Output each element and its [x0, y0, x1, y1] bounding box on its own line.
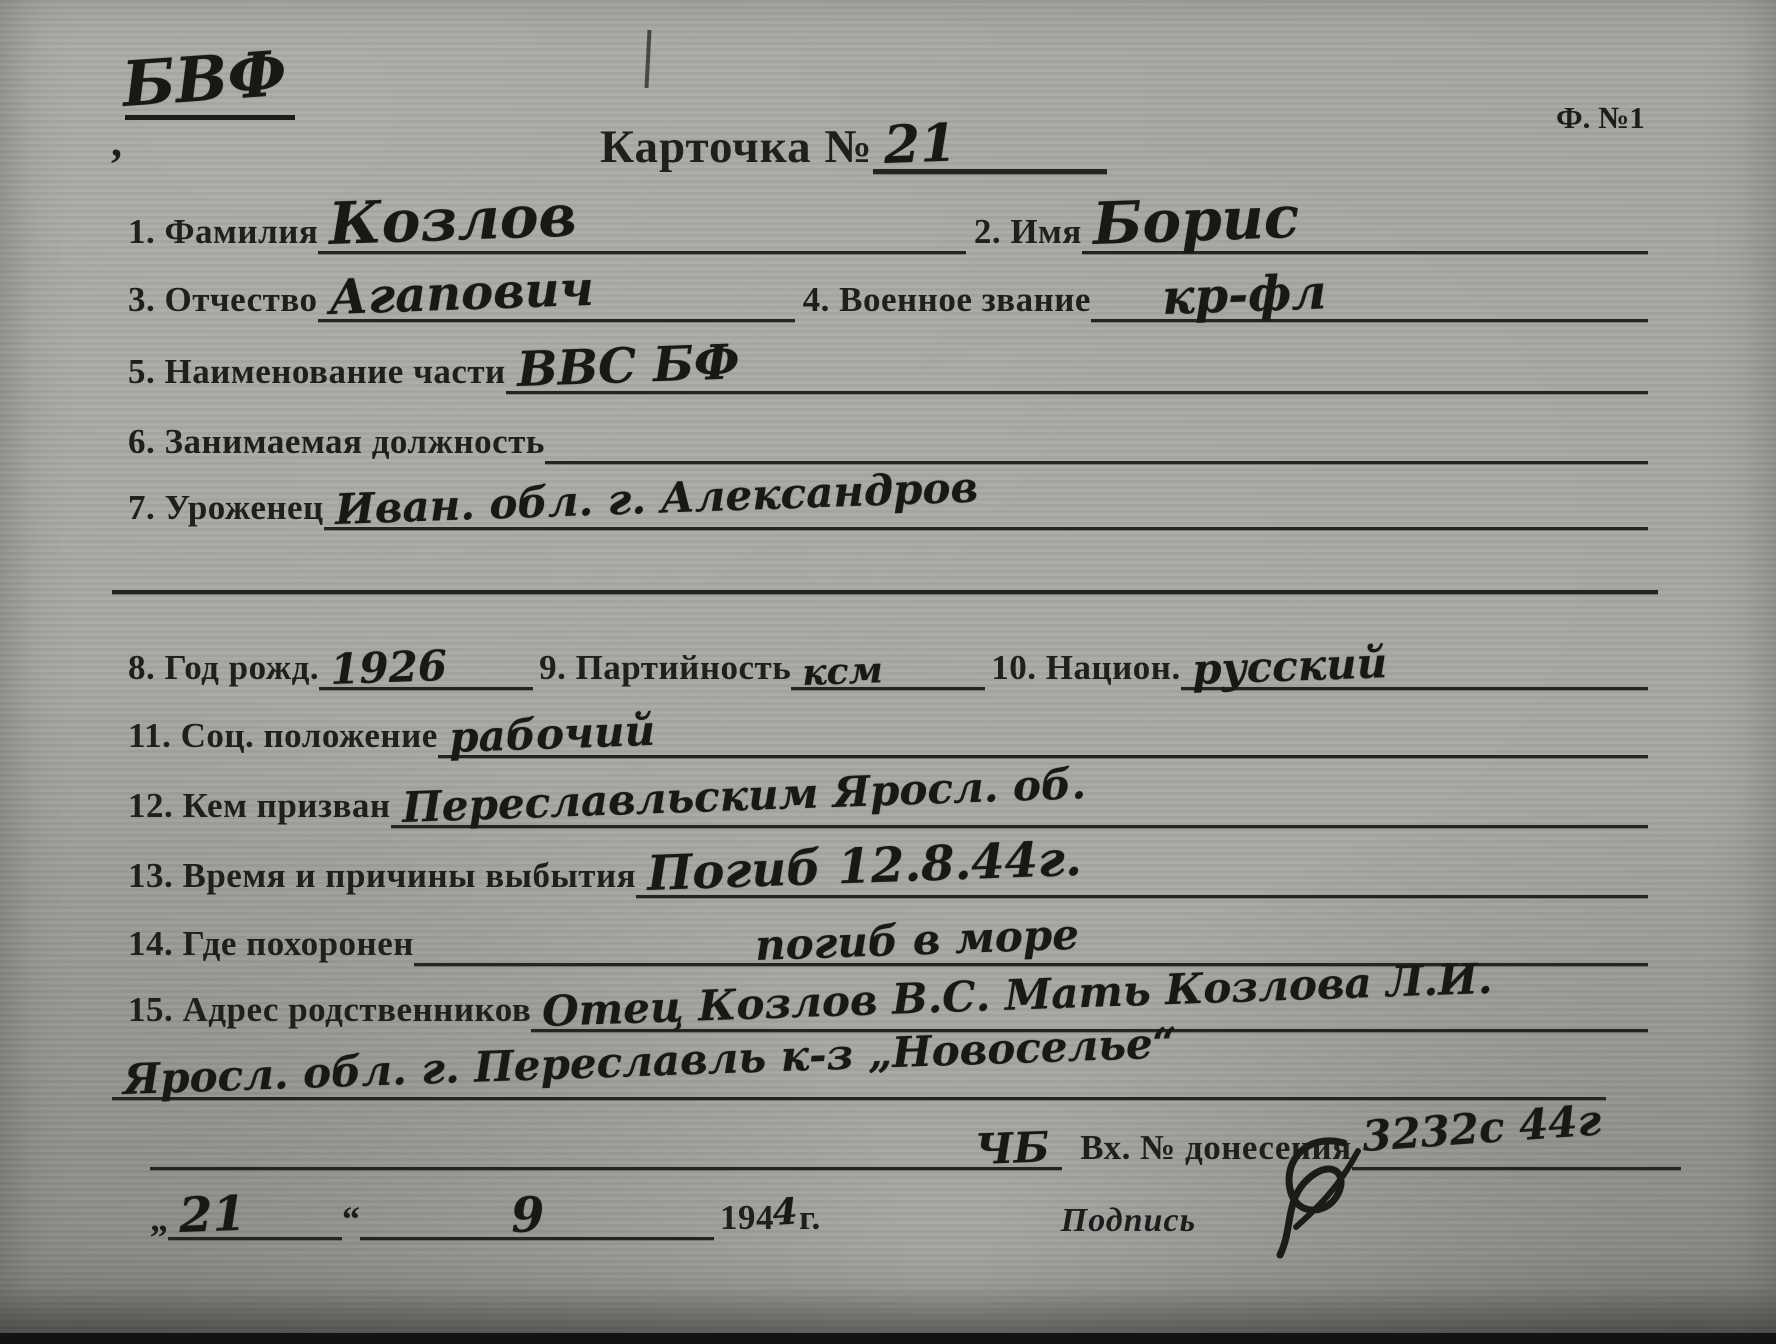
burial-label: 14. Где похоронен — [128, 924, 414, 963]
row-incoming-report — [150, 1095, 1681, 1174]
rank-label: 4. Военное звание — [802, 280, 1091, 319]
row-date-signature — [150, 1178, 1476, 1244]
stamp-comma-mark: , — [111, 117, 122, 166]
drafted-label: 12. Кем призван — [128, 786, 391, 825]
party-label: 9. Партийность — [539, 648, 792, 687]
social-line — [438, 705, 1648, 762]
position-label: 6. Занимаемая должность — [128, 422, 545, 461]
fleet-stamp-text: БВФ — [119, 36, 289, 121]
position-line — [545, 461, 1648, 464]
nationality-label: 10. Национ. — [991, 648, 1181, 687]
row-drafted-by — [128, 759, 1648, 832]
birthplace-value: Иван. обл. г. Александров — [334, 462, 979, 534]
unit-label: 5. Наименование части — [128, 352, 506, 391]
patronymic-value: Агапович — [327, 260, 595, 326]
incoming-label: Вх. № донесения — [1080, 1128, 1352, 1167]
date-month-line — [360, 1181, 714, 1244]
birthyear-line — [319, 638, 533, 694]
incoming-line — [1352, 1095, 1681, 1170]
scan-bottom-shadow — [0, 1287, 1776, 1333]
patronymic-label: 3. Отчество — [128, 280, 318, 319]
rank-value: кр-фл — [1160, 264, 1328, 326]
patronymic-line — [318, 260, 795, 326]
relatives-value: Отец Козлов В.С. Мать Козлова Л.И. — [541, 953, 1494, 1036]
row-unit — [128, 332, 1648, 398]
row-relatives — [128, 953, 1648, 1036]
birthplace-line — [324, 462, 1648, 534]
row-relatives-cont — [112, 1018, 1606, 1104]
relatives-label: 15. Адрес родственников — [128, 990, 532, 1029]
card-number-value: 21 — [882, 112, 957, 176]
drafted-line — [391, 759, 1648, 832]
incoming-value: 3232с 44г — [1360, 1095, 1603, 1161]
firstname-line — [1082, 182, 1648, 258]
loss-value: Погиб 12.8.44г. — [646, 830, 1083, 902]
surname-line — [318, 181, 966, 258]
social-value: рабочий — [448, 705, 656, 762]
row-birthplace — [128, 462, 1648, 534]
date-day-line — [168, 1181, 342, 1244]
date-year-printed: 194 — [720, 1198, 774, 1237]
card-title-label: Карточка № — [600, 121, 873, 173]
note-line — [150, 1118, 1062, 1174]
burial-value: погиб в море — [754, 909, 1080, 970]
loss-line — [636, 830, 1648, 902]
date-close-quote: “ — [342, 1199, 360, 1239]
firstname-label: 2. Имя — [973, 212, 1082, 251]
relatives-value2: Яросл. обл. г. Переславль к-з „Новоселье“ — [122, 1018, 1178, 1104]
signature-scrawl — [1266, 1131, 1376, 1266]
card-title — [600, 108, 1107, 174]
loss-label: 13. Время и причины выбытия — [128, 856, 637, 895]
scan-artifact-mark — [644, 30, 651, 88]
birthyear-value: 1926 — [329, 640, 448, 694]
row-patronymic-rank — [128, 260, 1648, 326]
surname-value: Козлов — [327, 181, 578, 258]
relatives-line2 — [112, 1018, 1606, 1104]
note-value: ЧБ — [974, 1122, 1051, 1174]
scan-bottom-edge — [0, 1333, 1776, 1344]
section-divider — [112, 590, 1658, 594]
party-value: ксм — [801, 649, 884, 694]
fleet-stamp — [111, 36, 295, 166]
date-month-value: 9 — [510, 1186, 546, 1244]
row-position — [128, 402, 1648, 464]
drafted-value: Переславльским Яросл. об. — [400, 759, 1087, 832]
party-line — [791, 645, 985, 694]
card-number-line — [873, 108, 1107, 174]
unit-value: ВВС БФ — [515, 334, 741, 398]
birthyear-label: 8. Год рожд. — [128, 648, 320, 687]
rank-line — [1091, 263, 1648, 326]
form-number: Ф. №1 — [1556, 100, 1645, 135]
row-social-position — [128, 696, 1648, 762]
date-year-suffix: г. — [799, 1198, 821, 1237]
date-year-hand: 4 — [771, 1190, 800, 1234]
surname-label: 1. Фамилия — [128, 212, 319, 251]
nationality-line — [1181, 638, 1648, 694]
row-surname-name — [128, 181, 1648, 258]
signature-icon — [1266, 1131, 1376, 1261]
unit-line — [506, 334, 1648, 398]
signature-label: Подпись — [1060, 1202, 1197, 1239]
firstname-value: Борис — [1091, 182, 1300, 258]
row-year-party-nation — [128, 628, 1648, 694]
social-label: 11. Соц. положение — [128, 716, 438, 755]
birthplace-label: 7. Уроженец — [128, 488, 324, 527]
nationality-value: русский — [1191, 638, 1388, 694]
date-day-value: 21 — [178, 1185, 247, 1244]
row-loss — [128, 830, 1648, 902]
date-open-quote: „ — [150, 1199, 168, 1239]
